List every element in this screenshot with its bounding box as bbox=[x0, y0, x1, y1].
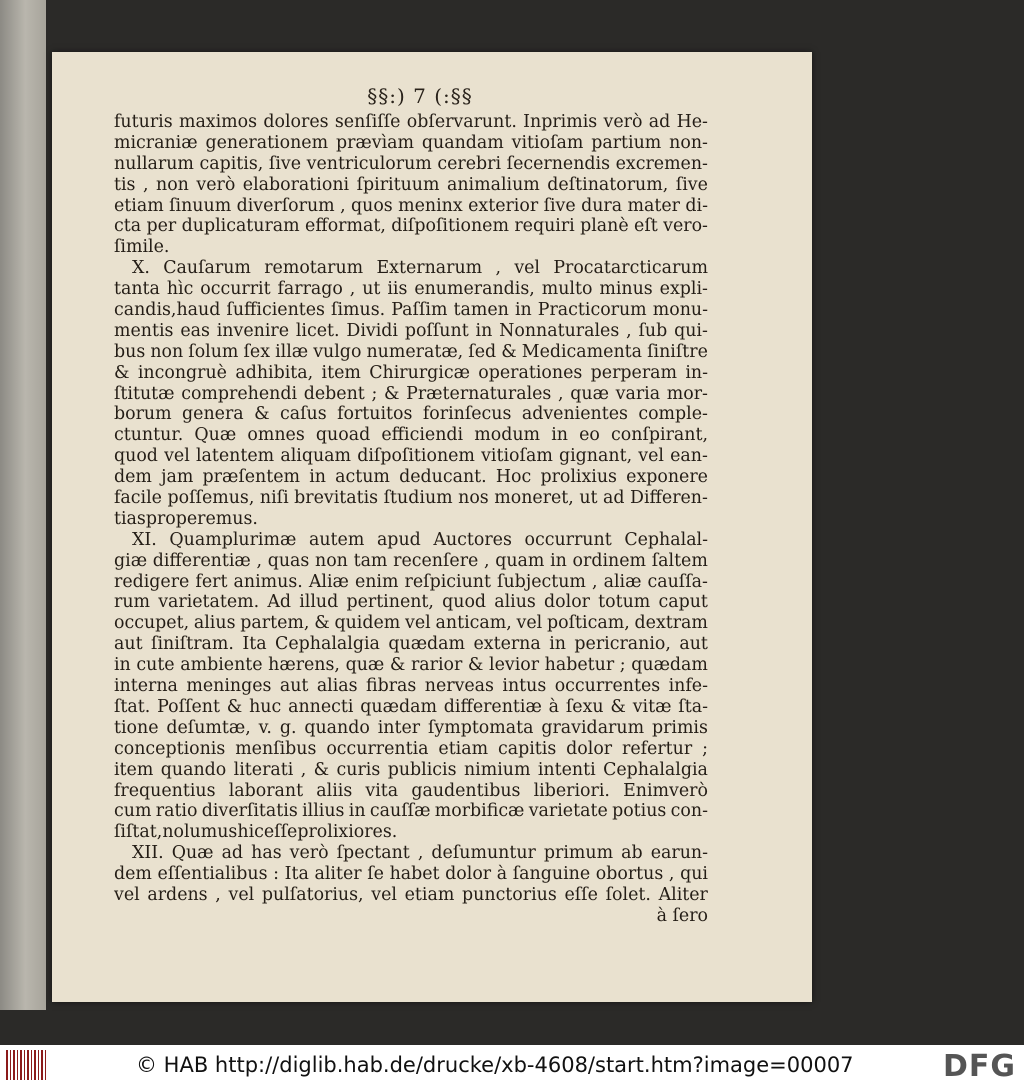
text-line: tione deſumtæ, v. g. quando inter ſymptomata gravidarum primis bbox=[114, 717, 708, 738]
text-line: candis,haud ſufficientes ſimus. Paſſim tamen in Practicorum monu- bbox=[114, 300, 708, 321]
text-line: cta per duplicaturam efformat, diſpoſitionem requiri planè eſt vero- bbox=[114, 216, 708, 237]
dfg-logo: DFG bbox=[942, 1049, 1016, 1084]
text-line: ctuntur. Quæ omnes quoad efficiendi modum in eo conſpirant, bbox=[114, 425, 708, 446]
text-line: mentis eas invenire licet. Dividi poſſunt in Nonnaturales , ſub qui- bbox=[114, 320, 708, 341]
text-line: ſtitutæ comprehendi debent ; & Præternaturales , quæ varia mor- bbox=[114, 383, 708, 404]
text-line: occupet, alius partem, & quidem vel anticam, vel poſticam, dextram bbox=[114, 613, 708, 634]
text-line: ſtat. Poſſent & huc annecti quædam differentiæ à ſexu & vitæ ſta- bbox=[114, 696, 708, 717]
text-line: facile poſſemus, niſi brevitatis ſtudium nos moneret, ut ad Differen- bbox=[114, 488, 708, 509]
text-line: quod vel latentem aliquam diſpoſitionem vitioſam gignant, vel ean- bbox=[114, 446, 708, 467]
text-line: redigere fert animus. Aliæ enim reſpiciunt ſubjectum , aliæ cauſſa- bbox=[114, 571, 708, 592]
text-line: in cute ambiente hærens, quæ & rarior & levior habetur ; quædam bbox=[114, 655, 708, 676]
text-line: frequentius laborant aliis vita gaudentibus liberiori. Enimverò bbox=[114, 780, 708, 801]
text-line: tis , non verò elaborationi ſpirituum animalium deſtinatorum, ſive bbox=[114, 174, 708, 195]
text-line: nullarum capitis, ſive ventriculorum cerebri ſecernendis excremen- bbox=[114, 153, 708, 174]
text-line: X. Cauſarum remotarum Externarum , vel Procatarcticarum bbox=[132, 258, 708, 279]
text-line: tanta hìc occurrit farrago , ut iis enumerandis, multo minus expli- bbox=[114, 279, 708, 300]
footer-bar bbox=[0, 1045, 1024, 1085]
text-line: etiam ſinuum diverſorum , quos meninx exterior ſive dura mater di- bbox=[114, 195, 708, 216]
text-line: aut ſiniſtram. Ita Cephalalgia quædam externa in pericranio, aut bbox=[114, 634, 708, 655]
catchword: à ſero bbox=[656, 905, 708, 926]
page-header: §§:) 7 (:§§ bbox=[367, 84, 473, 108]
text-line: micraniæ generationem prævìam quandam vitioſam partium non- bbox=[114, 132, 708, 153]
page-text bbox=[114, 112, 708, 927]
text-line: XII. Quæ ad has verò ſpectant , deſumuntur primum ab earun- bbox=[132, 843, 708, 864]
text-line: conceptionis menſibus occurrentia etiam capitis dolor refertur ; bbox=[114, 738, 708, 759]
text-line: XI. Quamplurimæ autem apud Auctores occurrunt Cephalal- bbox=[132, 529, 708, 550]
text-line: item quando literati , & curis publicis nimium intenti Cephalalgia bbox=[114, 759, 708, 780]
text-line: borum genera & caſus fortuitos forinſecus advenientes comple- bbox=[114, 404, 708, 425]
text-line: dem eſſentialibus : Ita aliter ſe habet dolor à ſanguine obortus , qui bbox=[114, 864, 708, 885]
text-line: dem jam præſentem in actum deducant. Hoc prolixius exponere bbox=[114, 467, 708, 488]
text-line: & incongruè adhibita, item Chirurgicæ operationes perperam in- bbox=[114, 362, 708, 383]
text-line: giæ differentiæ , quas non tam recenſere , quam in ordinem ſaltem bbox=[114, 550, 708, 571]
previous-page-edge bbox=[0, 0, 46, 1010]
text-line: ſimile. bbox=[114, 237, 170, 258]
text-line: vel ardens , vel pulſatorius, vel etiam punctorius eſſe ſolet. Aliter bbox=[114, 884, 708, 905]
text-line: interna meninges aut alias fibras nerveas intus occurrentes infe- bbox=[114, 676, 708, 697]
copyright-notice: © HAB http://diglib.hab.de/drucke/xb-4608/start.htm?image=00007 bbox=[136, 1053, 854, 1077]
text-line: futuris maximos dolores senſiſſe obſervarunt. Inprimis verò ad He- bbox=[114, 112, 708, 132]
text-line: rum varietatem. Ad illud pertinent, quod alius dolor totum caput bbox=[114, 592, 708, 613]
text-line: bus non ſolum ſex illæ vulgo numeratæ, ſed & Medicamenta ſiniſtre bbox=[114, 341, 708, 362]
barcode-icon bbox=[6, 1050, 46, 1080]
text-line: cum ratio diverſitatis illius in cauſſæ morbificæ varietate potius con- bbox=[114, 801, 708, 822]
text-line: ſiſtat, nolumus hic eſſe prolixiores. bbox=[114, 822, 398, 843]
text-line: tias properemus. bbox=[114, 508, 258, 529]
